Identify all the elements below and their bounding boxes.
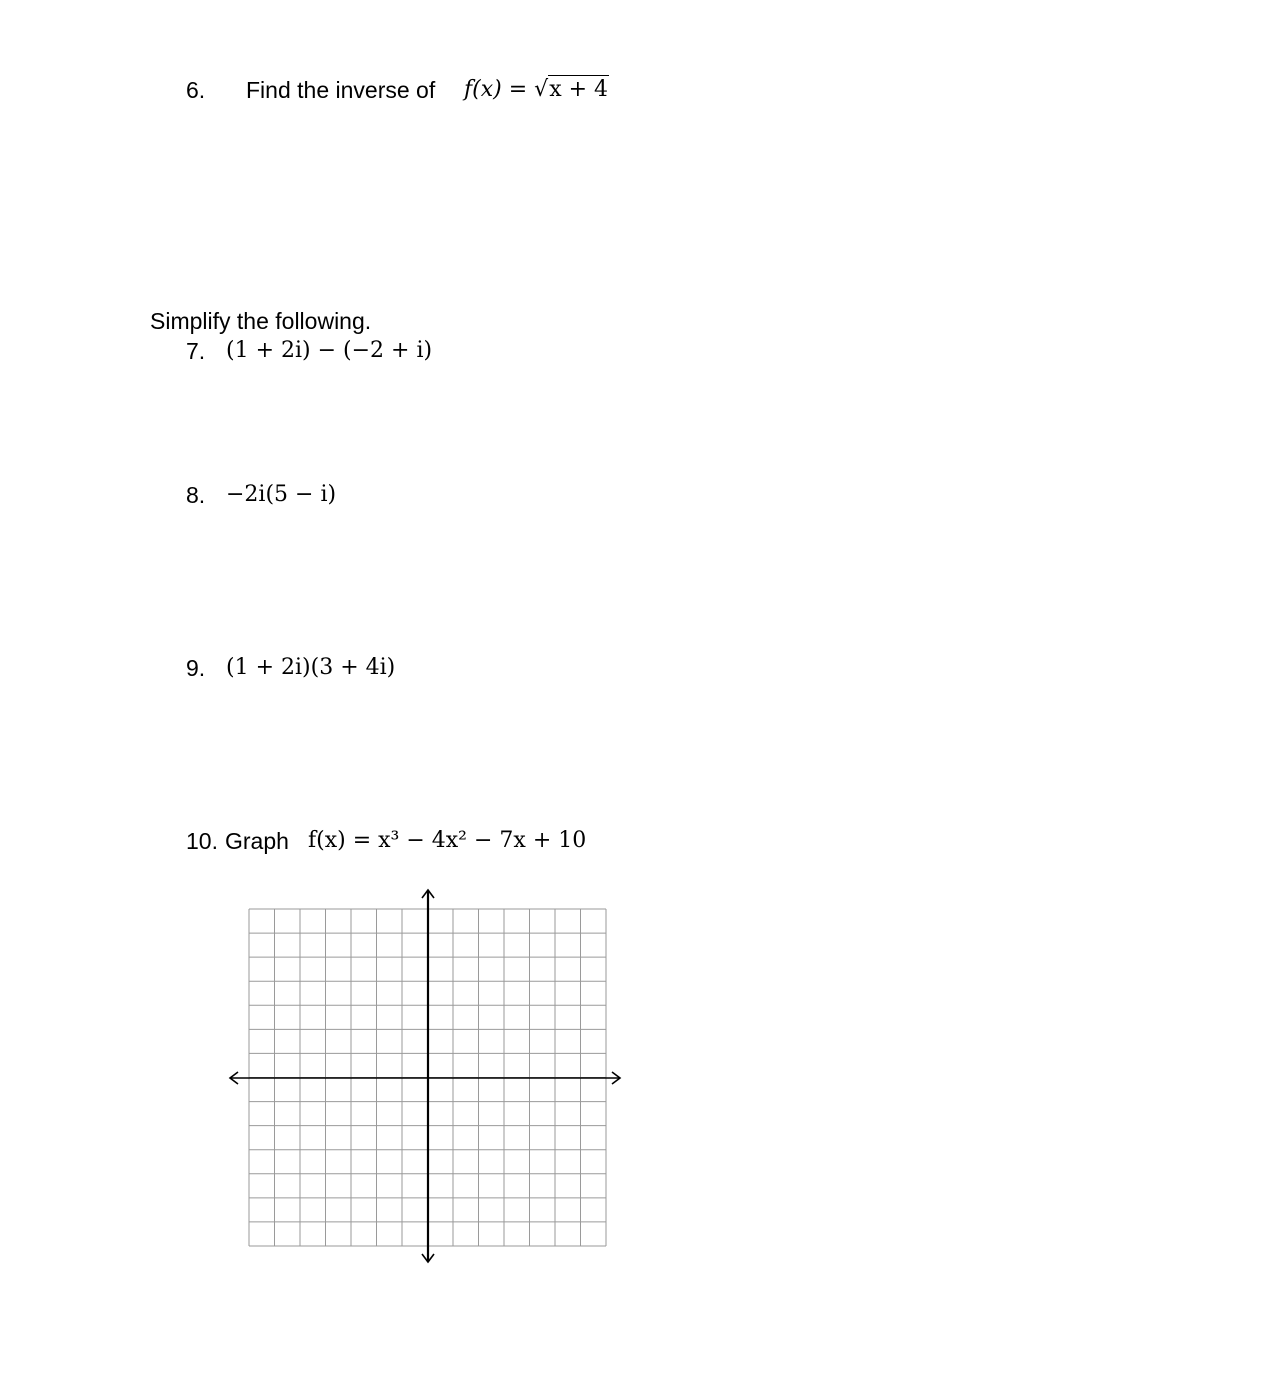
problem-9-expression: (1 + 2i)(3 + 4i) xyxy=(226,655,396,680)
problem-10-text: Graph xyxy=(225,828,289,854)
problem-8-number: 8. xyxy=(186,482,206,508)
coordinate-grid[interactable] xyxy=(220,884,630,1270)
problem-9-number: 9. xyxy=(186,655,206,681)
problem-6-function xyxy=(464,79,609,101)
problem-8-expression: −2i(5 − i) xyxy=(226,482,337,507)
problem-10-number: 10. xyxy=(186,828,218,854)
sqrt-symbol: √x + 4 xyxy=(534,77,609,102)
problem-7-number: 7. xyxy=(186,338,206,364)
problem-6-radicand: x + 4 xyxy=(549,77,609,102)
problem-6-fx: f(x) = xyxy=(464,77,528,102)
problem-6-text: Find the inverse of xyxy=(246,77,436,103)
simplify-heading: Simplify the following. xyxy=(150,308,372,334)
problem-6-number: 6. xyxy=(186,77,206,103)
axes xyxy=(230,890,620,1262)
problem-7-expression: (1 + 2i) − (−2 + i) xyxy=(226,338,433,363)
problem-10-expression: f(x) = x³ − 4x² − 7x + 10 xyxy=(308,828,587,853)
